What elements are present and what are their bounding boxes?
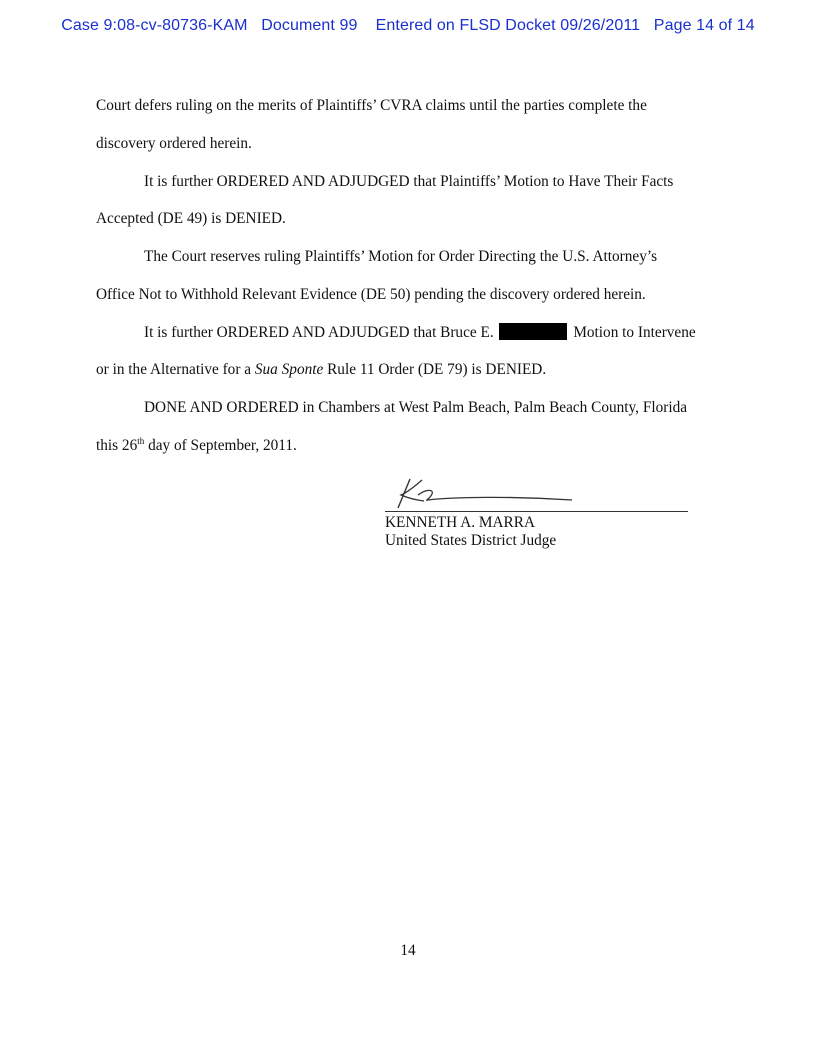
docket-entry: Entered on FLSD Docket 09/26/2011 — [375, 17, 641, 34]
case-number: Case 9:08-cv-80736-KAM — [61, 17, 248, 34]
page-count: Page 14 of 14 — [653, 17, 755, 34]
paragraph-1-line-2: discovery ordered herein. — [96, 135, 252, 152]
judge-name: KENNETH A. MARRA — [385, 514, 535, 531]
sua-sponte-italic: Sua Sponte — [254, 361, 324, 378]
date-text-a: this 26 — [96, 437, 138, 454]
document-number: Document 99 — [261, 17, 358, 34]
paragraph-3-line-1: The Court reserves ruling Plaintiffs’ Motion for Order Directing the U.S. Attorney’s — [144, 248, 658, 265]
judge-title: United States District Judge — [385, 532, 557, 549]
docket-header — [0, 17, 816, 35]
paragraph-4-line-2-a: or in the Alternative for a — [96, 361, 252, 378]
redaction-box — [499, 323, 567, 340]
paragraph-1-line-1: Court defers ruling on the merits of Plaintiffs’ CVRA claims until the parties complete the — [96, 97, 647, 114]
page-number: 14 — [400, 942, 416, 959]
paragraph-4-line-2-b: Rule 11 Order (DE 79) is DENIED. — [327, 361, 547, 378]
paragraph-5-line-1: DONE AND ORDERED in Chambers at West Palm Beach, Palm Beach County, Florida — [144, 399, 688, 416]
paragraph-4-line-1 — [144, 323, 696, 343]
date-ordinal-suffix: th — [137, 436, 145, 446]
paragraph-5-line-2 — [96, 436, 297, 456]
paragraph-3-line-2: Office Not to Withhold Relevant Evidence (DE 50) pending the discovery ordered herein. — [96, 286, 646, 303]
paragraph-2-line-1: It is further ORDERED AND ADJUDGED that Plaintiffs’ Motion to Have Their Facts — [144, 173, 674, 190]
date-text-b: day of September, 2011. — [148, 437, 297, 454]
signature-line — [385, 511, 688, 512]
paragraph-4-line-2 — [96, 360, 546, 380]
paragraph-2-line-2: Accepted (DE 49) is DENIED. — [96, 210, 286, 227]
paragraph-4-text-b: Motion to Intervene — [573, 324, 696, 341]
judge-signature — [392, 475, 582, 511]
paragraph-4-text-a: It is further ORDERED AND ADJUDGED that Bruce E. — [144, 324, 494, 341]
